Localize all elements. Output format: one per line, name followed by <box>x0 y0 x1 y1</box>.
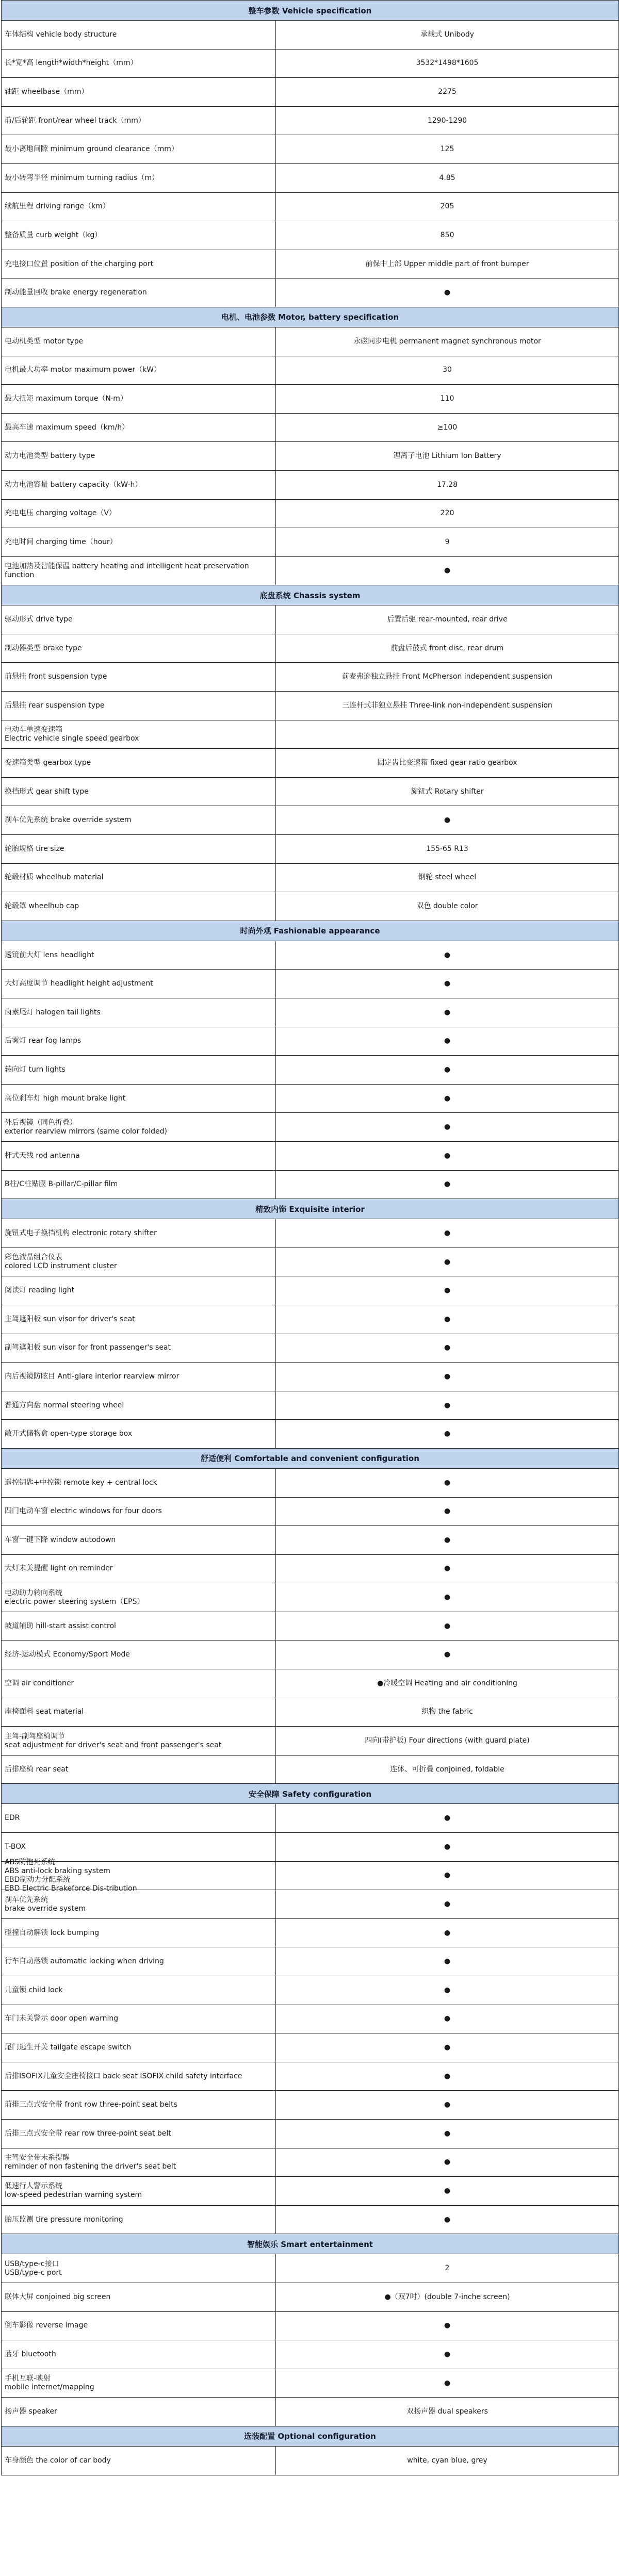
spec-label: 碰撞自动解锁 lock bumping <box>2 1919 276 1947</box>
spec-row <box>2 605 618 634</box>
spec-value: ● <box>444 1564 451 1573</box>
spec-label: 旋钮式电子换挡机构 electronic rotary shifter <box>2 1219 276 1248</box>
spec-value: 17.28 <box>436 480 458 489</box>
spec-row <box>2 20 618 49</box>
spec-row <box>2 1698 618 1727</box>
spec-value: ● <box>444 2350 451 2358</box>
spec-row <box>2 2397 618 2426</box>
spec-value: 110 <box>440 394 454 403</box>
spec-label: 后悬挂 rear suspension type <box>2 692 276 720</box>
spec-row <box>2 1612 618 1640</box>
spec-row <box>2 2176 618 2205</box>
spec-row <box>2 1947 618 1976</box>
spec-value: ● <box>444 2321 451 2330</box>
spec-row <box>2 163 618 192</box>
spec-value: ● <box>444 1151 451 1160</box>
spec-row <box>2 834 618 863</box>
spec-label: 外后视镜（同色折叠） exterior rearview mirrors (same color folded) <box>2 1113 276 1141</box>
spec-row <box>2 1084 618 1113</box>
spec-value: ● <box>444 2186 451 2195</box>
spec-row <box>2 1525 618 1554</box>
spec-row <box>2 250 618 278</box>
spec-row <box>2 2254 618 2283</box>
spec-value: 850 <box>440 231 454 239</box>
spec-row <box>2 1055 618 1084</box>
spec-value: 永磁同步电机 permanent magnet synchronous motor <box>353 337 541 346</box>
spec-value: ● <box>444 1900 451 1909</box>
spec-label: 胎压监测 tire pressure monitoring <box>2 2206 276 2234</box>
spec-row <box>2 2340 618 2369</box>
spec-label: 前/后轮距 front/rear wheel track（mm） <box>2 107 276 135</box>
spec-value: ● <box>444 1094 451 1103</box>
spec-row <box>2 2205 618 2234</box>
spec-label: 车门未关警示 door open warning <box>2 2005 276 2033</box>
section-header-optional-configuration: 选装配置 Optional configuration <box>2 2426 618 2446</box>
spec-label: 整备质量 curb weight（kg） <box>2 221 276 250</box>
spec-label: 扬声器 speaker <box>2 2398 276 2426</box>
spec-row <box>2 192 618 221</box>
spec-value: 三连杆式非独立悬挂 Three-link non-independent suspension <box>342 701 552 710</box>
spec-row <box>2 49 618 78</box>
spec-value: ● <box>444 1372 451 1381</box>
spec-value: ● <box>444 1928 451 1937</box>
spec-table <box>1 0 619 2475</box>
spec-label: 续航里程 driving range（km） <box>2 193 276 221</box>
spec-value: ● <box>444 1621 451 1630</box>
spec-row <box>2 1391 618 1420</box>
spec-label: 后雾灯 rear fog lamps <box>2 1027 276 1056</box>
spec-label: USB/type-c接口 USB/type-c port <box>2 2254 276 2283</box>
spec-value: ≥100 <box>437 423 458 432</box>
spec-label: 轮毂材质 wheelhub material <box>2 864 276 892</box>
spec-row <box>2 1858 618 1893</box>
spec-value: ● <box>444 2101 451 2109</box>
spec-label: 电动车单速变速箱 Electric vehicle single speed gearbox <box>2 720 276 749</box>
spec-label: 刹车优先系统 brake override system <box>2 1890 276 1918</box>
spec-row <box>2 2119 618 2148</box>
spec-value: 4.85 <box>439 173 455 182</box>
section-header-motor-battery-specification: 电机、电池参数 Motor, battery specification <box>2 307 618 327</box>
spec-value: 前麦弗逊独立悬挂 Front McPherson independent suspension <box>341 672 553 681</box>
spec-row <box>2 2062 618 2091</box>
spec-value: ● <box>444 1008 451 1016</box>
spec-label: 大灯高度调节 headlight height adjustment <box>2 970 276 998</box>
spec-label: 转向灯 turn lights <box>2 1056 276 1084</box>
spec-row <box>2 413 618 442</box>
spec-label: EDR <box>2 1804 276 1832</box>
spec-row <box>2 863 618 892</box>
spec-row <box>2 2005 618 2033</box>
spec-label: 空调 air conditioner <box>2 1669 276 1698</box>
spec-label: 刹车优先系统 brake override system <box>2 806 276 834</box>
spec-label: 座椅面料 seat material <box>2 1698 276 1727</box>
spec-label: 倒车影像 reverse image <box>2 2312 276 2340</box>
spec-value: ● <box>444 979 451 988</box>
spec-label: 车体结构 vehicle body structure <box>2 21 276 49</box>
spec-label: 副驾遮阳板 sun visor for front passenger's seat <box>2 1334 276 1363</box>
spec-label: 坡道辅助 hill-start assist control <box>2 1612 276 1640</box>
spec-label: 驱动形式 drive type <box>2 605 276 634</box>
spec-row <box>2 941 618 970</box>
spec-label: 后排座椅 rear seat <box>2 1755 276 1784</box>
spec-label: 最小转弯半径 minimum turning radius（m） <box>2 164 276 192</box>
spec-row <box>2 1918 618 1947</box>
spec-value: 9 <box>445 537 450 546</box>
spec-row <box>2 106 618 135</box>
spec-value: ●（双7吋）(double 7-inche screen) <box>384 2292 510 2301</box>
spec-label: 主驾安全带未系提醒 reminder of non fastening the driver's seat belt <box>2 2148 276 2177</box>
spec-value: ● <box>444 1228 451 1237</box>
spec-value: ● <box>444 1507 451 1516</box>
spec-row <box>2 1726 618 1755</box>
spec-row <box>2 748 618 777</box>
spec-label: 卤素尾灯 halogen tail lights <box>2 998 276 1027</box>
spec-row <box>2 1640 618 1669</box>
spec-row <box>2 1497 618 1526</box>
spec-value: 前盘后鼓式 front disc, rear drum <box>390 644 504 652</box>
spec-row <box>2 1248 618 1276</box>
spec-value: ● <box>444 1871 451 1880</box>
spec-row <box>2 221 618 250</box>
spec-label: B柱/C柱贴膜 B-pillar/C-pillar film <box>2 1171 276 1199</box>
spec-row <box>2 1112 618 1141</box>
section-header-chassis-system: 底盘系统 Chassis system <box>2 585 618 605</box>
spec-label: 最小离地间隙 minimum ground clearance（mm） <box>2 135 276 163</box>
spec-row <box>2 2446 618 2475</box>
spec-row <box>2 1832 618 1861</box>
spec-row <box>2 1803 618 1832</box>
spec-label: 联体大屏 conjoined big screen <box>2 2283 276 2311</box>
spec-row <box>2 2148 618 2177</box>
spec-row <box>2 806 618 834</box>
spec-row <box>2 1141 618 1170</box>
spec-row <box>2 1669 618 1698</box>
spec-value: ● <box>444 1123 451 1131</box>
spec-label: 蓝牙 bluetooth <box>2 2340 276 2369</box>
spec-label: 电机最大功率 motor maximum power（kW） <box>2 356 276 385</box>
spec-label: 换挡形式 gear shift type <box>2 778 276 806</box>
spec-row <box>2 777 618 806</box>
spec-row <box>2 470 618 499</box>
spec-row <box>2 1583 618 1612</box>
spec-row <box>2 2369 618 2398</box>
spec-value: ● <box>444 2014 451 2023</box>
spec-value: 3532*1498*1605 <box>416 59 479 68</box>
spec-row <box>2 77 618 106</box>
spec-label: 杆式天线 rod antenna <box>2 1142 276 1170</box>
spec-row <box>2 969 618 998</box>
spec-row <box>2 1976 618 2005</box>
spec-row <box>2 892 618 921</box>
spec-label: 制动能量回收 brake energy regeneration <box>2 278 276 307</box>
spec-value: ● <box>444 2158 451 2167</box>
spec-value: ● <box>444 1180 451 1189</box>
spec-row <box>2 720 618 749</box>
spec-value: 后置后驱 rear-mounted, rear drive <box>387 615 508 624</box>
spec-value: ● <box>444 950 451 959</box>
spec-row <box>2 327 618 356</box>
spec-row <box>2 556 618 585</box>
spec-label: 动力电池类型 battery type <box>2 442 276 470</box>
spec-value: ● <box>444 1037 451 1045</box>
spec-value: ● <box>444 1842 451 1851</box>
spec-row <box>2 2033 618 2062</box>
section-header-comfortable-and-convenient-configuration: 舒适便利 Comfortable and convenient configuration <box>2 1448 618 1468</box>
spec-label: 主驾-副驾座椅调节 seat adjustment for driver's seat and front passenger's seat <box>2 1727 276 1755</box>
spec-value: 双色 double color <box>416 902 478 911</box>
spec-row <box>2 2311 618 2340</box>
spec-label: 经济-运动模式 Economy/Sport Mode <box>2 1640 276 1669</box>
spec-label: 电动助力转向系统 electric power steering system（EPS） <box>2 1583 276 1612</box>
spec-value: 1290-1290 <box>427 116 467 125</box>
spec-value: ● <box>444 1065 451 1074</box>
spec-value: 2 <box>445 2264 450 2273</box>
spec-value: ● <box>444 566 451 575</box>
spec-row <box>2 441 618 470</box>
spec-row <box>2 662 618 691</box>
spec-value: white, cyan blue, grey <box>407 2456 487 2465</box>
spec-value: ● <box>444 2043 451 2052</box>
section-header-safety-configuration: 安全保障 Safety configuration <box>2 1783 618 1803</box>
spec-row <box>2 1170 618 1199</box>
spec-value: ● <box>444 1286 451 1295</box>
spec-value: 前保中上部 Upper middle part of front bumper <box>365 259 529 268</box>
spec-label: 尾门逃生开关 tailgate escape switch <box>2 2033 276 2062</box>
spec-label: T-BOX <box>2 1833 276 1861</box>
spec-label: 变速箱类型 gearbox type <box>2 749 276 777</box>
spec-row <box>2 1554 618 1583</box>
spec-row <box>2 1419 618 1448</box>
spec-label: 内后视镜防眩目 Anti-glare interior rearview mirror <box>2 1363 276 1391</box>
spec-label: 儿童锁 child lock <box>2 1976 276 2005</box>
spec-row <box>2 2283 618 2311</box>
spec-label: 电池加热及智能保温 battery heating and intelligent heat preservation function <box>2 557 276 585</box>
spec-value: 2275 <box>438 87 457 96</box>
spec-value: ● <box>444 1957 451 1966</box>
spec-row <box>2 384 618 413</box>
spec-label: 彩色液晶组合仪表 colored LCD instrument cluster <box>2 1248 276 1276</box>
spec-value: ● <box>444 288 451 297</box>
spec-label: 充电时间 charging time（hour） <box>2 528 276 556</box>
spec-value: 钢轮 steel wheel <box>418 873 477 882</box>
spec-value: ● <box>444 1478 451 1487</box>
spec-value: ● <box>444 1986 451 1994</box>
spec-row <box>2 278 618 307</box>
spec-label: 高位刹车灯 high mount brake light <box>2 1085 276 1113</box>
spec-value: ● <box>444 816 451 825</box>
spec-row <box>2 691 618 720</box>
spec-row <box>2 135 618 163</box>
spec-label: 动力电池容量 battery capacity（kW·h） <box>2 471 276 499</box>
spec-label: 手机互联-映射 mobile internet/mapping <box>2 2369 276 2398</box>
spec-value: 固定齿比变速箱 fixed gear ratio gearbox <box>377 759 517 767</box>
spec-label: 轮毂罩 wheelhub cap <box>2 892 276 921</box>
spec-row <box>2 1362 618 1391</box>
spec-value: ● <box>444 1343 451 1352</box>
spec-label: 轮胎规格 tire size <box>2 835 276 863</box>
spec-row <box>2 634 618 663</box>
spec-row <box>2 1219 618 1248</box>
spec-label: ABS防抱死系统 ABS anti-lock braking system EBD制动力分配系统 EBD Electric Brakeforce Dis-tribution <box>2 1862 276 1890</box>
spec-value: 双扬声器 dual speakers <box>406 2407 488 2416</box>
spec-value: ● <box>444 1535 451 1544</box>
spec-value: ● <box>444 1430 451 1438</box>
spec-value: ● <box>444 1257 451 1266</box>
spec-label: 充电接口位置 position of the charging port <box>2 250 276 278</box>
spec-label: 主驾遮阳板 sun visor for driver's seat <box>2 1305 276 1334</box>
spec-label: 充电电压 charging voltage（V） <box>2 500 276 528</box>
spec-value: ● <box>444 1650 451 1659</box>
spec-value: 125 <box>440 145 454 154</box>
spec-label: 敞开式储物盒 open-type storage box <box>2 1420 276 1448</box>
spec-label: 透镜前大灯 lens headlight <box>2 941 276 970</box>
spec-value: 连体、可折叠 conjoined, foldable <box>390 1765 504 1774</box>
spec-row <box>2 998 618 1027</box>
spec-label: 大灯未关提醒 light on reminder <box>2 1555 276 1583</box>
spec-row <box>2 1305 618 1334</box>
spec-value: ● <box>444 1814 451 1823</box>
spec-value: 锂离子电池 Lithium Ion Battery <box>393 452 501 461</box>
spec-row <box>2 2090 618 2119</box>
spec-value: 四向(带护板) Four directions (with guard plate) <box>365 1736 530 1745</box>
spec-value: ● <box>444 2378 451 2387</box>
spec-value: ● <box>444 2072 451 2080</box>
spec-value: 205 <box>440 202 454 211</box>
section-header-smart-entertainment: 智能娱乐 Smart entertainment <box>2 2234 618 2254</box>
spec-value: 承载式 Unibody <box>420 30 475 39</box>
spec-value: ● <box>444 2215 451 2224</box>
spec-row <box>2 1027 618 1056</box>
spec-label: 遥控钥匙+中控锁 remote key + central lock <box>2 1469 276 1497</box>
spec-row <box>2 1468 618 1497</box>
spec-value: 30 <box>443 366 452 374</box>
section-header-fashionable-appearance: 时尚外观 Fashionable appearance <box>2 921 618 941</box>
section-header-vehicle-specification: 整车参数 Vehicle specification <box>2 0 618 20</box>
spec-label: 车身颜色 the color of car body <box>2 2447 276 2475</box>
spec-label: 最高车速 maximum speed（km/h） <box>2 414 276 442</box>
spec-row <box>2 1276 618 1305</box>
spec-label: 行车自动落锁 automatic locking when driving <box>2 1947 276 1976</box>
spec-value: 旋钮式 Rotary shifter <box>411 787 484 796</box>
spec-label: 轴距 wheelbase（mm） <box>2 78 276 106</box>
spec-label: 长*宽*高 length*width*height（mm） <box>2 50 276 78</box>
spec-value: ● <box>444 2129 451 2138</box>
spec-label: 前排三点式安全带 front row three-point seat belts <box>2 2091 276 2119</box>
spec-label: 后排三点式安全带 rear row three-point seat belt <box>2 2120 276 2148</box>
spec-row <box>2 356 618 385</box>
spec-value: ● <box>444 1401 451 1409</box>
spec-row <box>2 528 618 556</box>
spec-row <box>2 499 618 528</box>
spec-label: 低速行人警示系统 low-speed pedestrian warning system <box>2 2177 276 2205</box>
spec-label: 阅读灯 reading light <box>2 1276 276 1305</box>
spec-value: 220 <box>440 509 454 518</box>
spec-label: 车窗一键下降 window autodown <box>2 1526 276 1554</box>
section-header-exquisite-interior: 精致内饰 Exquisite interior <box>2 1199 618 1219</box>
spec-label: 四门电动车窗 electric windows for four doors <box>2 1498 276 1526</box>
spec-label: 普通方向盘 normal steering wheel <box>2 1391 276 1420</box>
spec-label: 制动器类型 brake type <box>2 634 276 663</box>
spec-value: 织物 the fabric <box>421 1708 473 1716</box>
spec-value: ● <box>444 1593 451 1602</box>
spec-value <box>276 720 618 749</box>
spec-value: 155-65 R13 <box>426 844 468 853</box>
spec-label: 最大扭矩 maximum torque（N·m） <box>2 385 276 413</box>
spec-row <box>2 1890 618 1918</box>
spec-value: ● <box>444 1315 451 1323</box>
spec-row <box>2 1755 618 1784</box>
spec-label: 前悬挂 front suspension type <box>2 663 276 691</box>
spec-row <box>2 1334 618 1363</box>
spec-label: 后排ISOFIX儿童安全座椅接口 back seat ISOFIX child safety interface <box>2 2062 276 2091</box>
spec-label: 电动机类型 motor type <box>2 327 276 356</box>
spec-value: ●冷暖空调 Heating and air conditioning <box>377 1679 517 1687</box>
